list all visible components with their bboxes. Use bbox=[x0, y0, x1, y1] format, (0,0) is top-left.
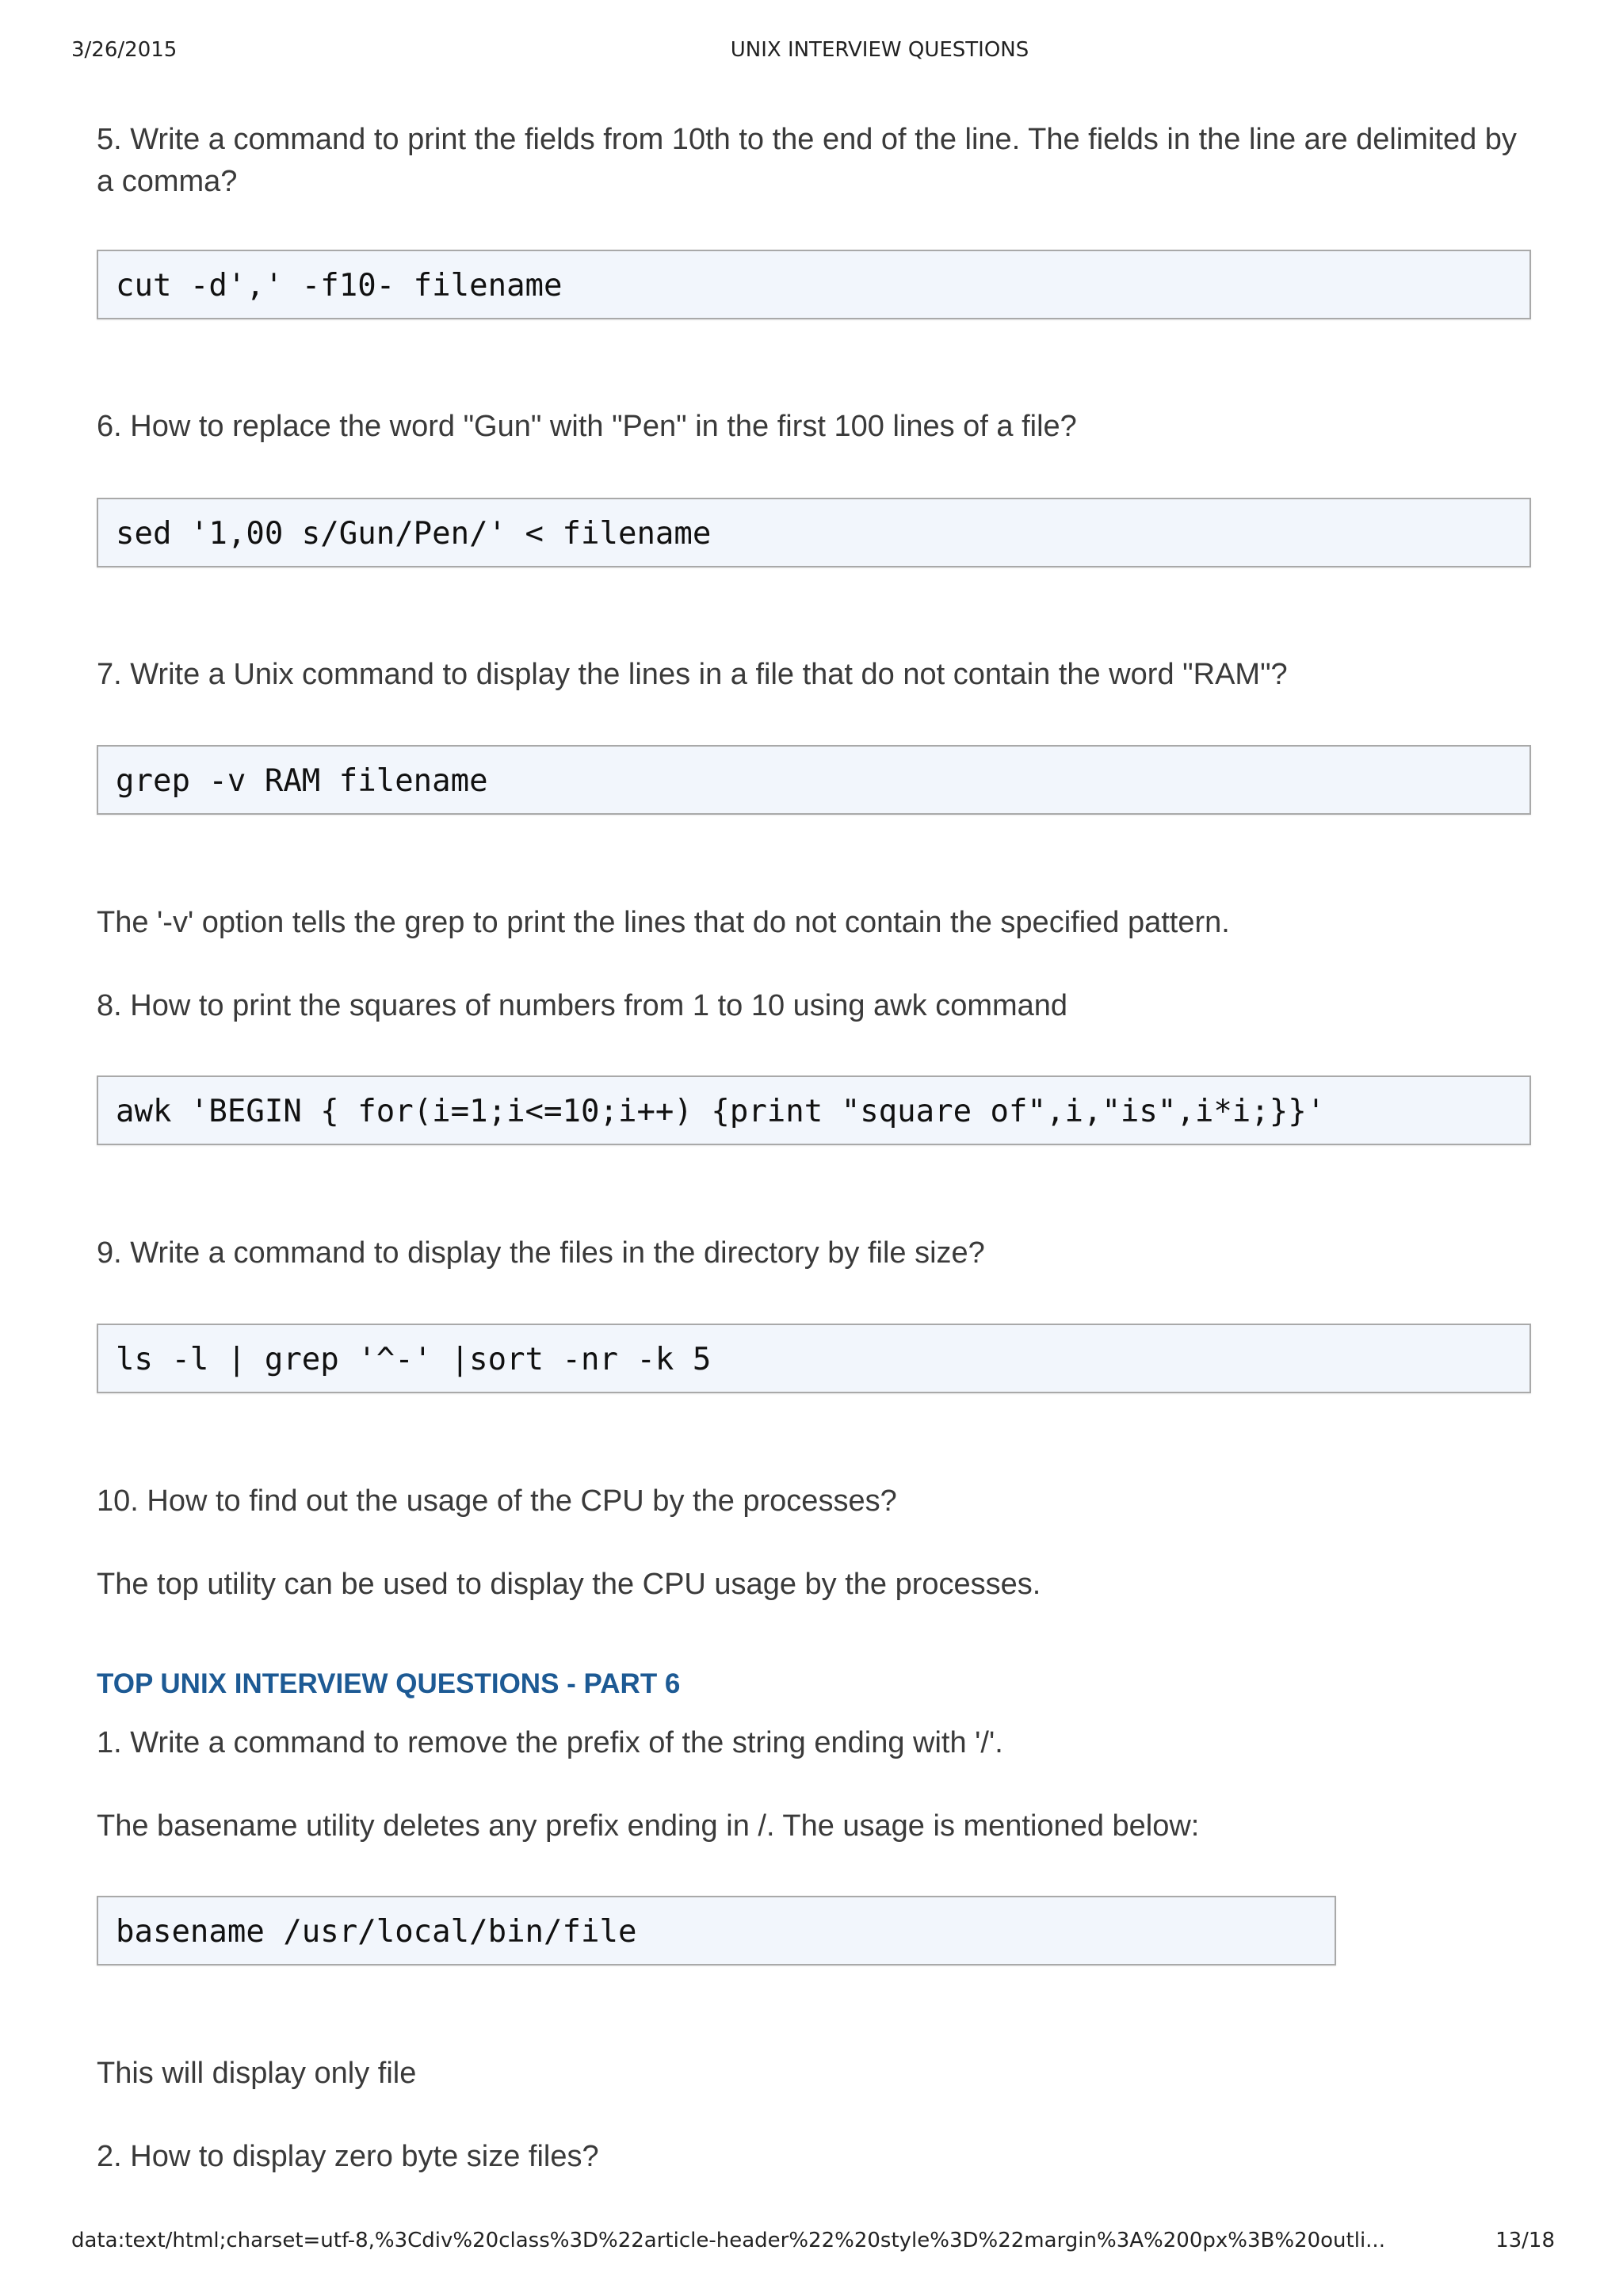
question-9: 9. Write a command to display the files in the directory by file size? bbox=[97, 1236, 985, 1270]
page-number: 13/18 bbox=[1495, 2229, 1555, 2252]
code-block-9: ls -l | grep '^-' |sort -nr -k 5 bbox=[97, 1324, 1531, 1393]
question-7: 7. Write a Unix command to display the lines in a file that do not contain the word "RAM"? bbox=[97, 658, 1288, 691]
part6-question-1: 1. Write a command to remove the prefix of the string ending with '/'. bbox=[97, 1726, 1003, 1759]
question-5: 5. Write a command to print the fields from 10th to the end of the line. The fields in the line are delimited by a comma? bbox=[97, 123, 1517, 198]
question-6: 6. How to replace the word "Gun" with "Pen" in the first 100 lines of a file? bbox=[97, 410, 1077, 443]
print-date: 3/26/2015 bbox=[71, 38, 178, 62]
print-header bbox=[0, 38, 1623, 70]
code-block-7: grep -v RAM filename bbox=[97, 745, 1531, 815]
part6-note-1b: This will display only file bbox=[97, 2057, 417, 2090]
code-block-6: sed '1,00 s/Gun/Pen/' < filename bbox=[97, 498, 1531, 567]
print-url: data:text/html;charset=utf-8,%3Cdiv%20class%3D%22article-header%22%20style%3D%22margin%3A%200px%3B%20outli... bbox=[71, 2229, 1385, 2252]
section-heading-part-6: TOP UNIX INTERVIEW QUESTIONS - PART 6 bbox=[97, 1668, 681, 1699]
code-block-5: cut -d',' -f10- filename bbox=[97, 250, 1531, 319]
code-block-part6-1: basename /usr/local/bin/file bbox=[97, 1896, 1336, 1966]
note-7: The '-v' option tells the grep to print the lines that do not contain the specified pattern. bbox=[97, 906, 1230, 939]
question-8: 8. How to print the squares of numbers from 1 to 10 using awk command bbox=[97, 989, 1068, 1022]
part6-note-1: The basename utility deletes any prefix ending in /. The usage is mentioned below: bbox=[97, 1809, 1200, 1843]
code-block-8: awk 'BEGIN { for(i=1;i<=10;i++) {print "square of",i,"is",i*i;}}' bbox=[97, 1075, 1531, 1145]
print-title: UNIX INTERVIEW QUESTIONS bbox=[730, 38, 1029, 62]
note-10: The top utility can be used to display the CPU usage by the processes. bbox=[97, 1568, 1041, 1601]
question-10: 10. How to find out the usage of the CPU by the processes? bbox=[97, 1484, 897, 1518]
part6-question-2: 2. How to display zero byte size files? bbox=[97, 2140, 599, 2173]
